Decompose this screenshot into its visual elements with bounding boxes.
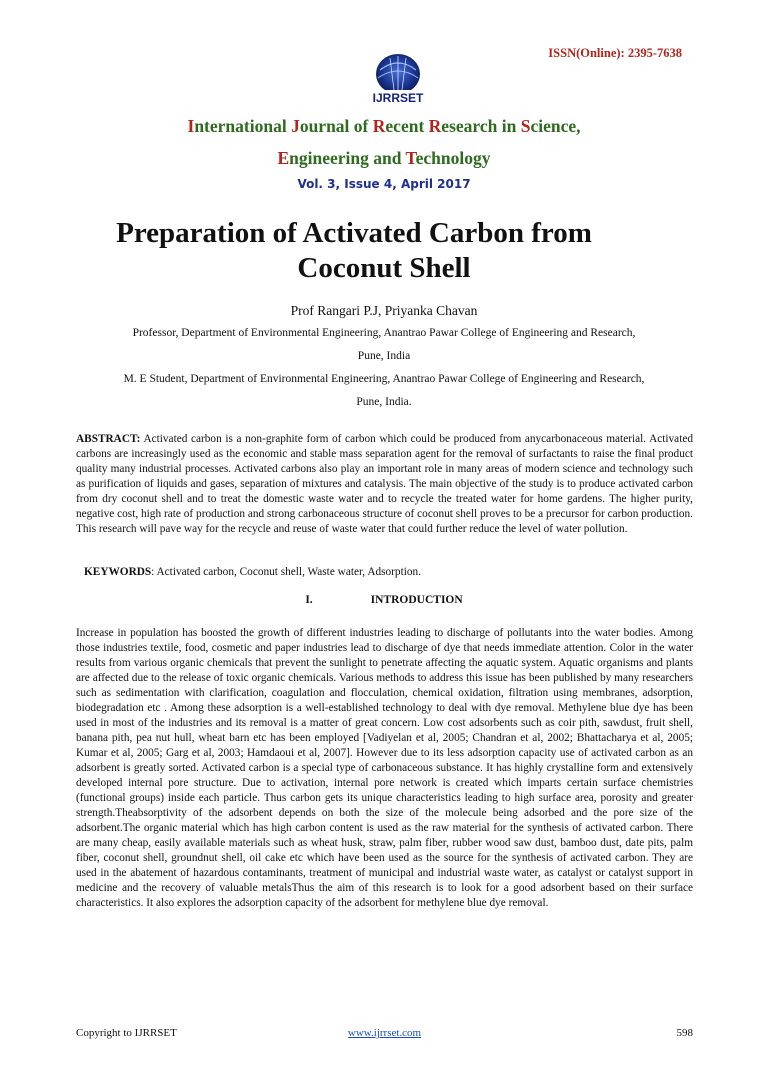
journal-title-line1: International Journal of Recent Research in Science, bbox=[187, 116, 581, 136]
keywords bbox=[84, 566, 694, 578]
website-link[interactable]: www.ijrrset.com bbox=[347, 1027, 422, 1039]
affiliation-1: Professor, Department of Environmental Engineering, Anantrao Pawar College of Engineering and Research, bbox=[132, 327, 636, 339]
affiliation-2: M. E Student, Department of Environmental Engineering, Anantrao Pawar College of Engineering and Research, bbox=[123, 373, 645, 385]
page-number: 598 bbox=[676, 1027, 693, 1039]
issn-label: ISSN(Online): 2395-7638 bbox=[548, 46, 682, 60]
abstract-text: Activated carbon is a non-graphite form of carbon which could be produced from anycarbonaceous material. Activated carbons are increasingly used as the economic and stable mass separation agent for the removal of surfactants to raise the final product quality many industrial processes. Activated carbons also play an important role in many areas of modern science and technology such as purification of liquids and gases, separation of mixtures and catalysis. The main objective of the study is to produce activated carbon from dry coconut shell and to treat the domestic waste water and to recycle the treated water for home gardens. The higher purity, negative cost, high rate of production and strong carbonaceous structure of coconut shell proves to be a precursor for carbon production. This research will pave way for the recycle and reuse of waste water that could further reduce the level of water pollution. bbox=[76, 433, 693, 535]
abstract bbox=[76, 432, 693, 537]
journal-title-line2: Engineering and Technology bbox=[277, 148, 491, 168]
paper-title-line2: Coconut Shell bbox=[297, 252, 471, 284]
authors: Prof Rangari P.J, Priyanka Chavan bbox=[290, 303, 478, 318]
volume-issue: Vol. 3, Issue 4, April 2017 bbox=[297, 177, 471, 191]
copyright: Copyright to IJRRSET bbox=[76, 1027, 177, 1039]
paper-title bbox=[0, 216, 768, 286]
section-title: INTRODUCTION bbox=[370, 594, 463, 606]
affiliation-1-location: Pune, India bbox=[357, 350, 411, 362]
affiliation-2-location: Pune, India. bbox=[356, 396, 412, 408]
paper-title-line1: Preparation of Activated Carbon from bbox=[116, 217, 592, 249]
page-footer bbox=[76, 1027, 693, 1041]
abstract-label: ABSTRACT: bbox=[76, 433, 141, 445]
introduction-paragraph: Increase in population has boosted the growth of different industries leading to discharge of pollutants into the water bodies. Among those industries textile, food, cosmetic and paper industries lead to discharge of dye that needs immediate attention. Color in the water results from various organic chemicals that prevent the sunlight to penetrate affecting the aquatic system. Aquatic organisms and plants are affected due to the release of toxic organic chemicals. Various methods to address this issue has been published by many researchers such as sedimentation with clarification, coagulation and flocculation, chemical oxidation, filtration using membranes, adsorption, biodegradation etc . Among these adsorption is a well-established technology to deal with dye removal. Methylene blue dye has been used in most of the industries and its removal is a matter of great concern. Low cost adsorbents such as coir pith, sawdust, fruit shell, banana pith, pea nut hull, wheat barn etc has been employed [Vadiyelan et al, 2005; Chandran et al, 2002; Bhattacharya et al, 2005; Kumar et al, 2005; Garg et al, 2003; Hamdaoui et al, 2007]. However due to its less adsorption capacity use of activated carbon as an adsorbent is greatly sorted. Activated carbon is a special type of carbonaceous substance. It has highly crystalline form and extensively developed internal pore structure. Due to activation, internal pore network is created which imparts certain surface chemistries (functional groups) inside each particle. Thus carbon gets its unique characteristics leading to high surface area, porosity and greater strength.Theabsorptivity of the adsorbent depends on both the size of the molecule being adsorbed and the pore size of the adsorbent.The organic material which has high carbon content is used as the raw material for the synthesis of activated carbon. There are many cheap, easily available materials such as wheat husk, straw, palm fiber, rubber wood saw dust, bamboo dust, date pits, palm fiber, coconut shell, groundnut shell, oil cake etc which have been used as the source for the synthesis of activated carbon. They are used in the abatement of hazardous contaminants, treatment of municipal and industrial waste water, as catalyst or catalyst support in medicine and the recovery of valuable metalsThus the aim of this research is to look for a good adsorbent based on their surface characteristics. It also explores the adsorption capacity of the adsorbent for methylene blue dye removal. bbox=[76, 627, 693, 909]
logo-text: IJRRSET bbox=[372, 91, 424, 105]
section-number: I. bbox=[305, 594, 313, 606]
journal-logo bbox=[368, 52, 428, 106]
keywords-text: : Activated carbon, Coconut shell, Waste water, Adsorption. bbox=[151, 566, 421, 578]
keywords-label: KEYWORDS bbox=[84, 566, 152, 578]
section-heading bbox=[0, 594, 768, 606]
